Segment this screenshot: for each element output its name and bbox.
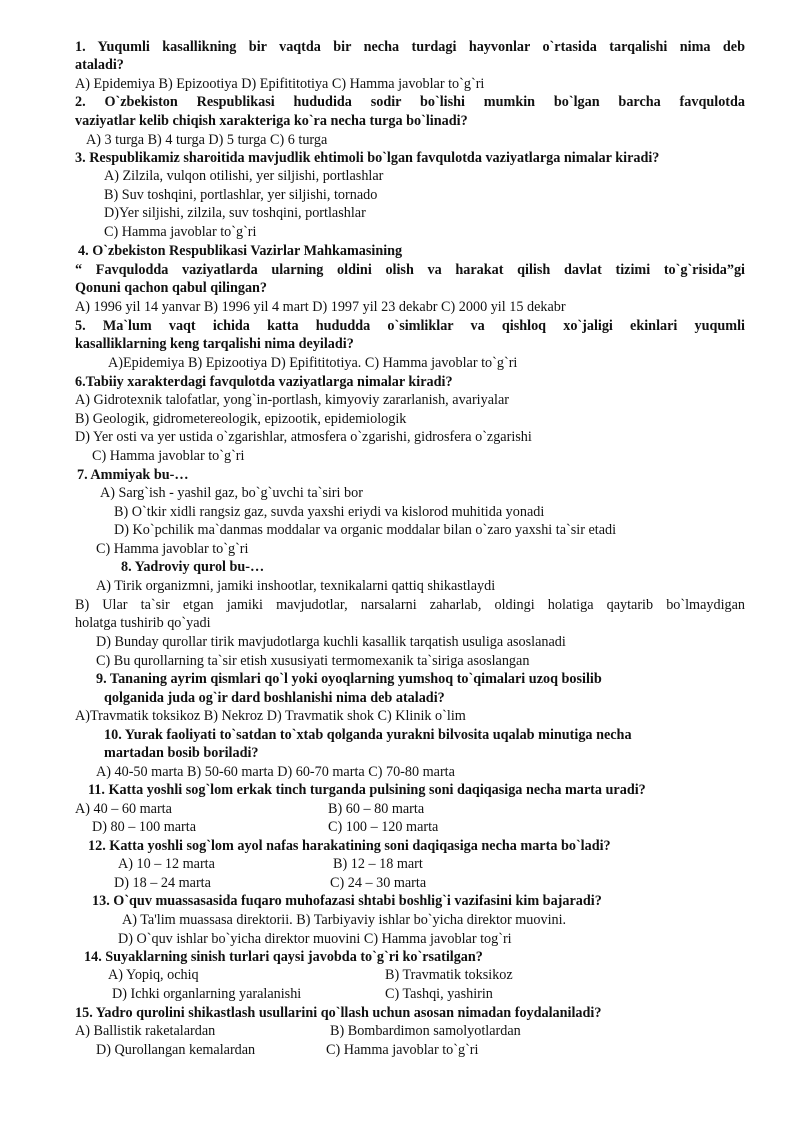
question-11-answer-a: A) 40 – 60 marta	[75, 801, 172, 817]
question-2-line-2: vaziyatlar kelib chiqish xarakteriga ko`ra necha turga bo`linadi?	[75, 113, 468, 129]
question-12-answer-a: A) 10 – 12 marta	[118, 856, 215, 872]
question-3-answer-c: C) Hamma javoblar to`g`ri	[104, 224, 257, 240]
question-13-answers-line-1: A) Ta'lim muassasa direktorii. B) Tarbiyaviy ishlar bo`yicha direktor muovini.	[122, 912, 567, 928]
question-6-answer-b: B) Geologik, gidrometereologik, epizootik, epidemiologik	[75, 411, 407, 427]
question-7-answer-a: A) Sarg`ish - yashil gaz, bo`g`uvchi ta`siri bor	[100, 485, 363, 501]
question-13-line-1: 13. O`quv muassasasida fuqaro muhofazasi shtabi boshlig`i vazifasini kim bajaradi?	[92, 893, 602, 909]
question-8-line-1: 8. Yadroviy qurol bu-…	[121, 559, 265, 575]
question-6-answer-d: D) Yer osti va yer ustida o`zgarishlar, atmosfera o`zgarishi, gidrosfera o`zgarishi	[75, 429, 532, 445]
question-11-answer-b: B) 60 – 80 marta	[328, 801, 425, 817]
question-1-line-2: ataladi?	[75, 57, 124, 73]
question-9-line-1: 9. Tananing ayrim qismlari qo`l yoki oyoqlarning yumshoq to`qimalari uzoq bosilib	[96, 671, 602, 687]
question-12-answer-c: C) 24 – 30 marta	[330, 875, 427, 891]
question-8-answer-a: A) Tirik organizmni, jamiki inshootlar, texnikalarni qattiq shikastlaydi	[96, 578, 496, 594]
question-11-line-1: 11. Katta yoshli sog`lom erkak tinch turganda pulsining soni daqiqasiga necha marta uradi?	[88, 782, 646, 798]
question-3-line-1: 3. Respublikamiz sharoitida mavjudlik ehtimoli bo`lgan favqulotda vaziyatlarga nimalar kiradi?	[75, 150, 660, 166]
question-2-answers: A) 3 turga B) 4 turga D) 5 turga C) 6 turga	[86, 132, 328, 148]
question-3-answer-a: A) Zilzila, vulqon otilishi, yer siljishi, portlashlar	[104, 168, 384, 184]
question-10-answers: A) 40-50 marta B) 50-60 marta D) 60-70 marta C) 70-80 marta	[96, 764, 455, 780]
question-15-answer-a: A) Ballistik raketalardan	[75, 1023, 216, 1039]
question-12-line-1: 12. Katta yoshli sog`lom ayol nafas harakatining soni daqiqasiga necha marta bo`ladi?	[88, 838, 611, 854]
question-9-line-2: qolganida juda og`ir dard boshlanishi nima deb ataladi?	[104, 690, 445, 706]
question-8-answer-c: C) Bu qurollarning ta`sir etish xususiyati termomexanik ta`siriga asoslangan	[96, 653, 530, 669]
question-7-line-1: 7. Ammiyak bu-…	[77, 467, 189, 483]
question-5-line-1: 5. Ma`lum vaqt ichida katta hududda o`simliklar va qishloq xo`jaligi ekinlari yuqumli	[75, 318, 745, 334]
question-5-answers: A)Epidemiya B) Epizootiya D) Epifititotiya. C) Hamma javoblar to`g`ri	[108, 355, 518, 371]
question-4-line-3: Qonuni qachon qabul qilingan?	[75, 280, 268, 296]
question-14-answer-d: D) Ichki organlarning yaralanishi	[112, 986, 302, 1002]
question-8-answer-d: D) Bunday qurollar tirik mavjudotlarga kuchli kasallik tarqatish usuliga asoslanadi	[96, 634, 566, 650]
question-1-line-1: 1. Yuqumli kasallikning bir vaqtda bir necha turdagi hayvonlar o`rtasida tarqalishi nima deb	[75, 39, 745, 55]
question-15-answer-b: B) Bombardimon samolyotlardan	[330, 1023, 521, 1039]
question-11-answer-d: D) 80 – 100 marta	[92, 819, 197, 835]
question-7-answer-c: C) Hamma javoblar to`g`ri	[96, 541, 249, 557]
question-12-answer-d: D) 18 – 24 marta	[114, 875, 211, 891]
question-10-line-2: martadan bosib boriladi?	[104, 745, 259, 761]
question-5-line-2: kasalliklarning keng tarqalishi nima deyiladi?	[75, 336, 354, 352]
question-10-line-1: 10. Yurak faoliyati to`satdan to`xtab qolganda yurakni bilvosita uqalab minutiga necha	[104, 727, 632, 743]
question-7-answer-d: D) Ko`pchilik ma`danmas moddalar va organic moddalar bilan o`zaro yaxshi ta`sir etadi	[114, 522, 617, 538]
question-8-answer-b-line-2: holatga tushirib qo`yadi	[75, 615, 211, 631]
question-6-answer-c: C) Hamma javoblar to`g`ri	[92, 448, 245, 464]
question-3-answer-b: B) Suv toshqini, portlashlar, yer siljishi, tornado	[104, 187, 378, 203]
question-11-answer-c: C) 100 – 120 marta	[328, 819, 439, 835]
question-9-answers: A)Travmatik toksikoz B) Nekroz D) Travmatik shok C) Klinik o`lim	[75, 708, 466, 724]
question-6-answer-a: A) Gidrotexnik talofatlar, yong`in-portlash, kimyoviy zararlanish, avariyalar	[75, 392, 509, 408]
question-4-line-2: “ Favqulodda vaziyatlarda ularning oldini olish va harakat qilish davlat tizimi to`g`risida”gi	[75, 262, 745, 278]
question-14-answer-a: A) Yopiq, ochiq	[108, 967, 199, 983]
question-8-answer-b-line-1: B) Ular ta`sir etgan jamiki mavjudotlar, narsalarni zaharlab, oldingi holatiga qaytarib bo`lmaydigan	[75, 597, 745, 613]
question-14-answer-b: B) Travmatik toksikoz	[385, 967, 513, 983]
question-15-line-1: 15. Yadro qurolini shikastlash usullarini qo`llash uchun asosan nimadan foydalaniladi?	[75, 1005, 602, 1021]
question-7-answer-b: B) O`tkir xidli rangsiz gaz, suvda yaxshi eriydi va kislorod muhitida yonadi	[114, 504, 545, 520]
question-14-answer-c: C) Tashqi, yashirin	[385, 986, 493, 1002]
question-15-answer-c: C) Hamma javoblar to`g`ri	[326, 1042, 479, 1058]
question-1-answers: A) Epidemiya B) Epizootiya D) Epifititotiya C) Hamma javoblar to`g`ri	[75, 76, 485, 92]
question-4-line-1: 4. O`zbekiston Respublikasi Vazirlar Mahkamasining	[78, 243, 403, 259]
question-3-answer-d: D)Yer siljishi, zilzila, suv toshqini, portlashlar	[104, 205, 366, 221]
question-13-answers-line-2: D) O`quv ishlar bo`yicha direktor muovini C) Hamma javoblar tog`ri	[118, 931, 512, 947]
question-4-answers: A) 1996 yil 14 yanvar B) 1996 yil 4 mart D) 1997 yil 23 dekabr C) 2000 yil 15 dekabr	[75, 299, 566, 315]
question-14-line-1: 14. Suyaklarning sinish turlari qaysi javobda to`g`ri ko`rsatilgan?	[84, 949, 483, 965]
question-6-line-1: 6.Tabiiy xarakterdagi favqulotda vaziyatlarga nimalar kiradi?	[75, 374, 453, 390]
question-15-answer-d: D) Qurollangan kemalardan	[96, 1042, 256, 1058]
question-2-line-1: 2. O`zbekiston Respublikasi hududida sodir bo`lishi mumkin bo`lgan barcha favqulotda	[75, 94, 745, 110]
question-12-answer-b: B) 12 – 18 mart	[333, 856, 423, 872]
